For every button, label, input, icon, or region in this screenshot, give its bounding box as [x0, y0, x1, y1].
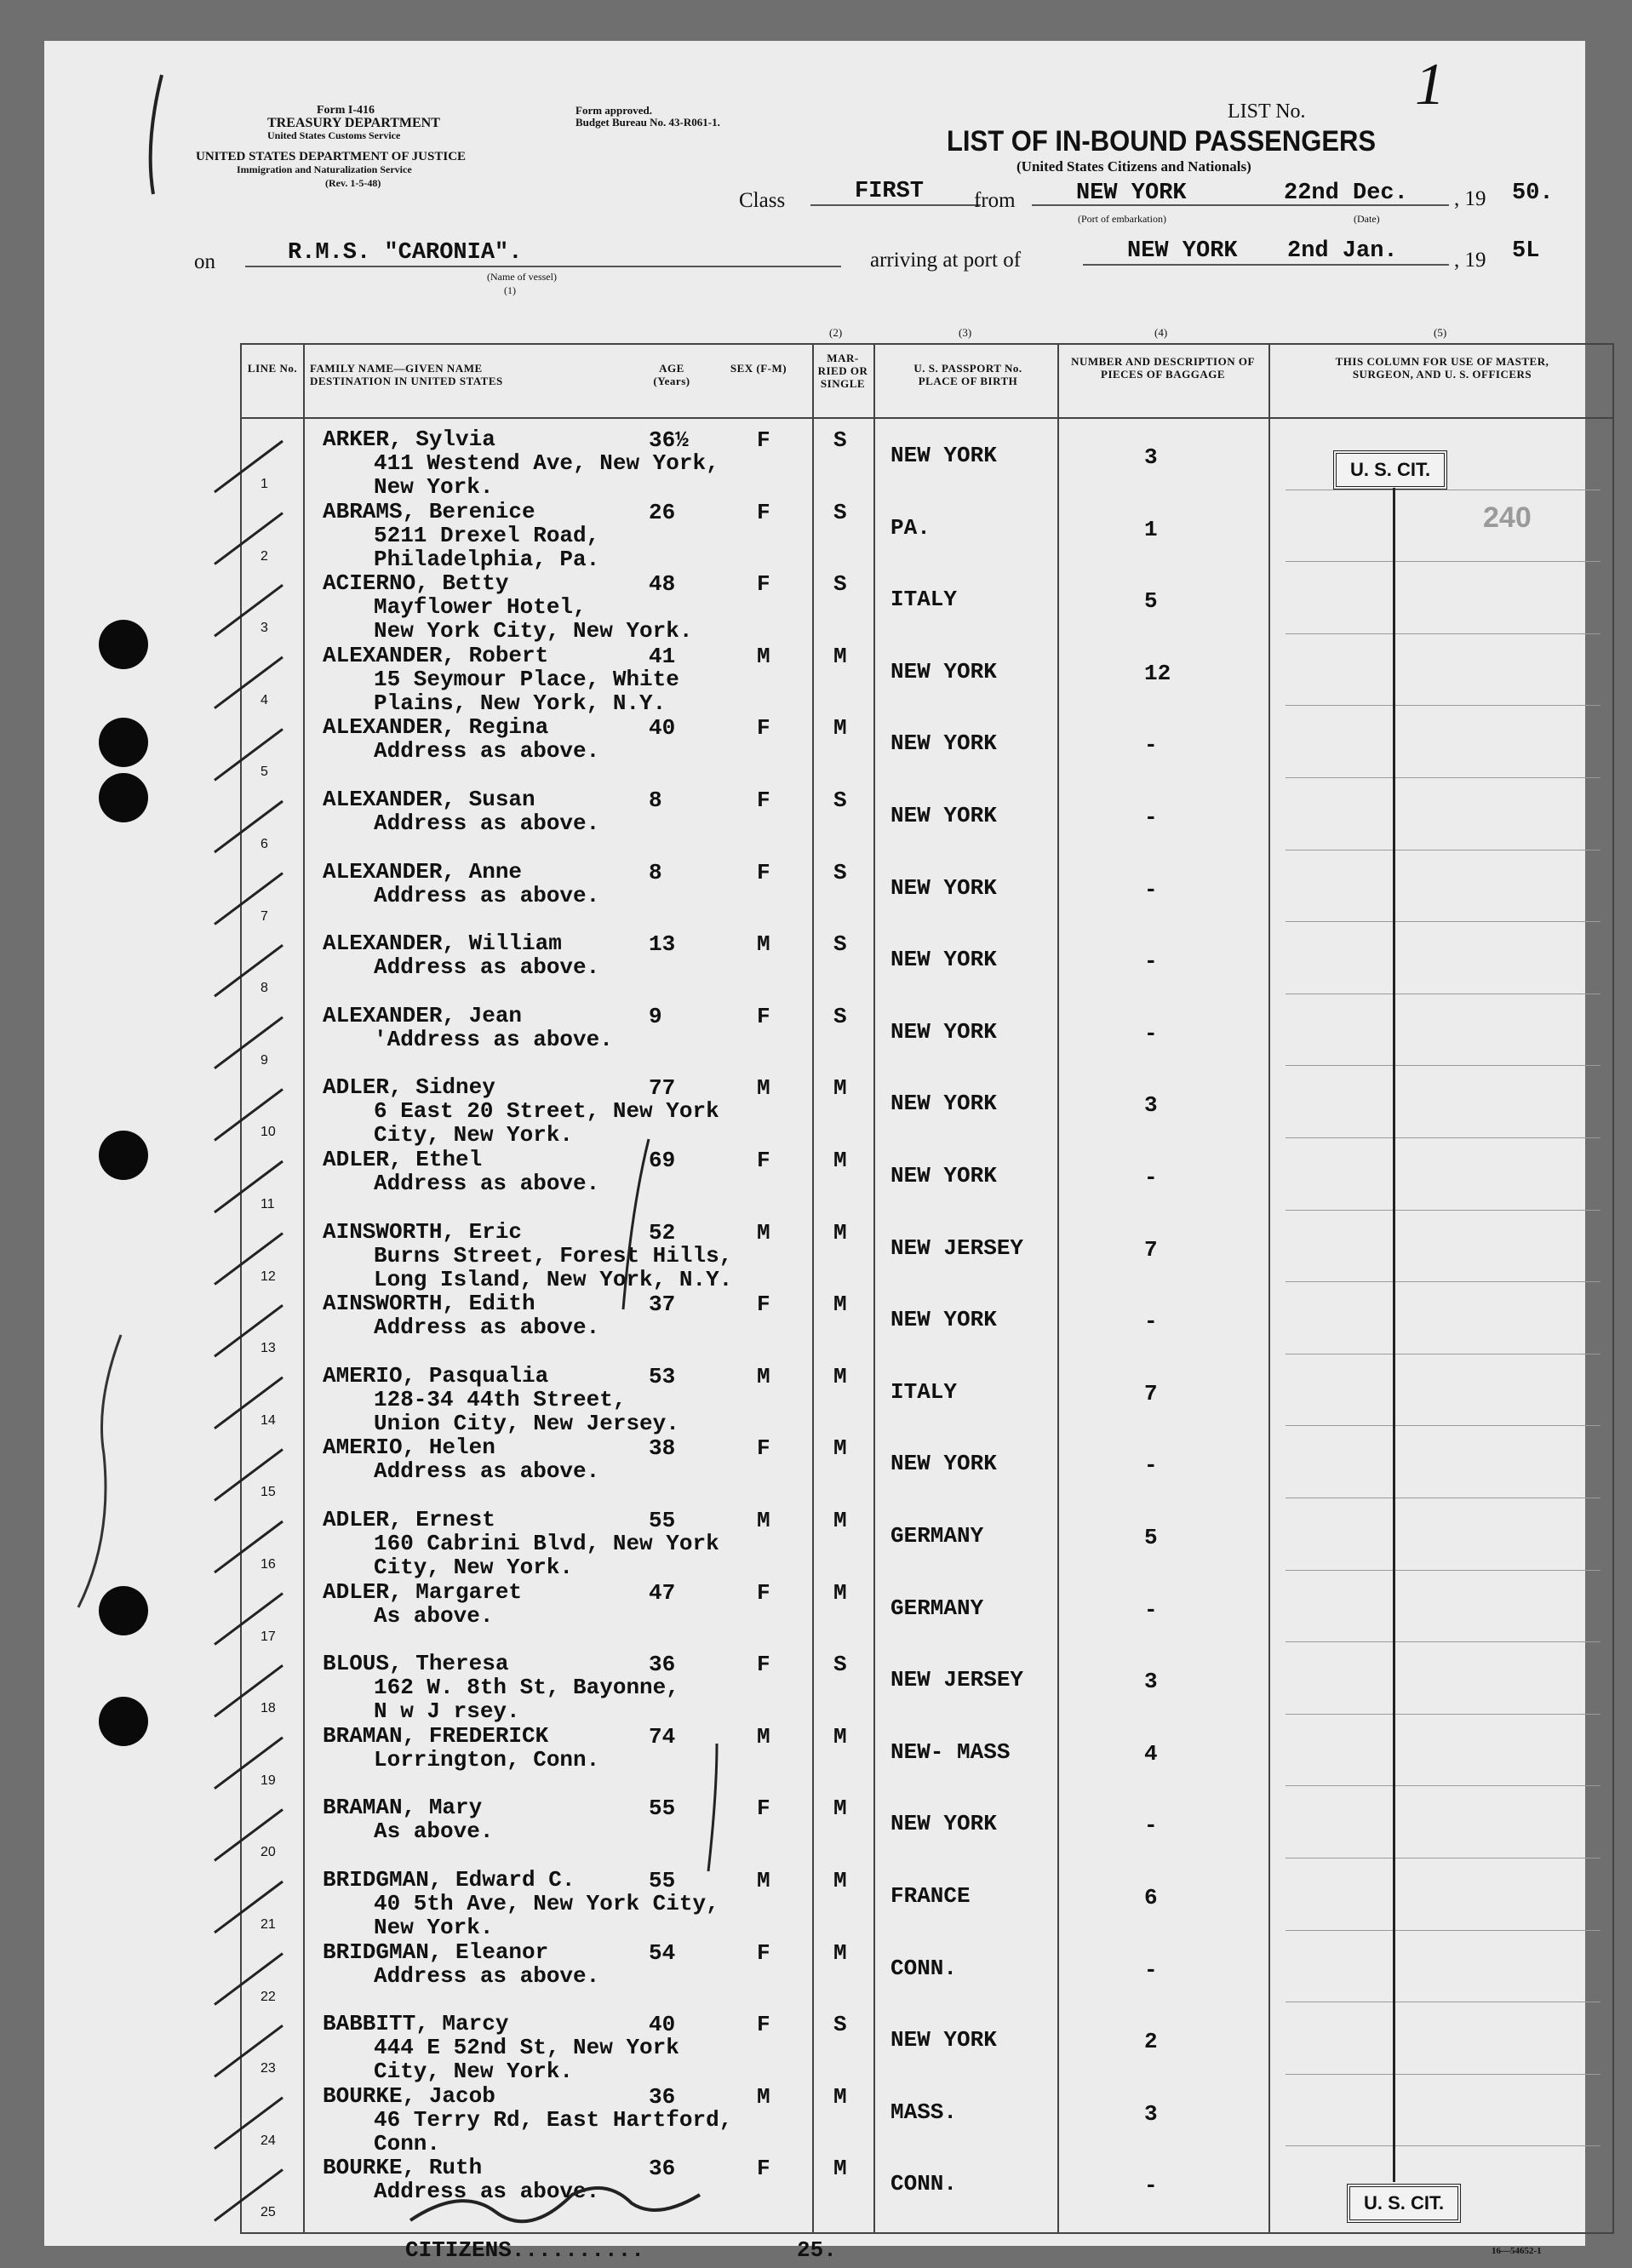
passenger-name: ALEXANDER, William [323, 931, 562, 957]
passenger-marital: M [833, 643, 847, 669]
passenger-marital: M [833, 1939, 847, 1966]
passenger-sex: F [757, 1435, 770, 1462]
passenger-marital: M [833, 1435, 847, 1462]
passenger-sex: F [757, 788, 770, 813]
passenger-name: BRIDGMAN, Eleanor [323, 1939, 549, 1965]
passenger-address: Lorrington, Conn. [374, 1746, 600, 1773]
line-number: 6 [261, 837, 268, 851]
arrival-year-prefix: , 19 [1454, 249, 1486, 272]
table-row [242, 1425, 1612, 1498]
citizens-total-count: 25. [797, 2237, 837, 2263]
passenger-marital: M [833, 715, 847, 742]
passenger-baggage: 5 [1144, 588, 1158, 615]
passenger-address: Address as above. [374, 1458, 600, 1485]
passenger-baggage: - [1144, 876, 1158, 902]
table-row [242, 2002, 1612, 2085]
punch-hole [99, 718, 148, 767]
col-num-5: (5) [1434, 326, 1447, 339]
passenger-baggage: 3 [1144, 1669, 1158, 1695]
passenger-age: 26 [649, 499, 676, 525]
passenger-age: 52 [649, 1219, 676, 1246]
passenger-sex: M [757, 1219, 770, 1246]
arrival-year: 5L [1512, 238, 1540, 264]
passenger-birthplace: ITALY [890, 1378, 958, 1405]
passenger-baggage: 5 [1144, 1525, 1158, 1550]
passenger-age: 74 [649, 1723, 676, 1750]
justice-dept: UNITED STATES DEPARTMENT OF JUSTICE [196, 150, 467, 163]
passenger-birthplace: CONN. [890, 2171, 958, 2197]
passenger-marital: M [833, 1075, 847, 1102]
passenger-sex: F [757, 859, 770, 885]
passenger-age: 36 [649, 2156, 676, 2182]
passenger-name: ALEXANDER, Anne [323, 858, 523, 885]
from-label: from [974, 189, 1016, 212]
passenger-birthplace: NEW YORK [890, 1307, 997, 1333]
col-line-no: LINE No. [247, 362, 298, 375]
passenger-marital: M [833, 1508, 847, 1533]
passenger-sex: F [757, 2012, 770, 2038]
record-scrawl [78, 1335, 121, 1607]
passenger-name: ALEXANDER, Robert [323, 642, 549, 668]
passenger-sex: M [757, 1363, 770, 1389]
col-sex: SEX (F-M) [730, 362, 787, 375]
table-row [242, 1281, 1612, 1354]
passenger-age: 36 [649, 2083, 676, 2110]
col-num-3: (3) [959, 326, 972, 339]
passenger-sex: M [757, 1723, 770, 1750]
line-number: 25 [261, 2205, 276, 2220]
line-number: 17 [261, 1629, 276, 1644]
table-row [242, 2074, 1612, 2156]
passenger-age: 54 [649, 1939, 676, 1966]
passenger-address: 444 E 52nd St, New York City, New York. [374, 2035, 679, 2085]
passenger-marital: M [833, 2083, 847, 2110]
passenger-marital: S [833, 859, 847, 885]
passenger-name: AINSWORTH, Eric [323, 1218, 523, 1245]
passenger-marital: M [833, 1723, 847, 1750]
line-number: 4 [261, 692, 268, 707]
passenger-address: 46 Terry Rd, East Hartford, Conn. [374, 2106, 733, 2156]
form-approved: Form approved. [575, 104, 653, 117]
table-row [242, 777, 1612, 850]
passenger-address: As above. [374, 1602, 494, 1629]
table-row [242, 1714, 1612, 1786]
class-value: FIRST [855, 179, 925, 204]
passenger-marital: S [833, 2012, 847, 2038]
passenger-marital: M [833, 1292, 847, 1318]
margin-number: 240 [1483, 501, 1532, 534]
passenger-baggage: - [1144, 1452, 1158, 1479]
passenger-address: 5211 Drexel Road, Philadelphia, Pa. [374, 522, 600, 572]
footer-code: 16—54652-1 [1492, 2246, 1542, 2256]
passenger-baggage: - [1144, 948, 1158, 975]
departure-date: 22nd Dec. [1284, 180, 1408, 206]
passenger-sex: M [757, 1868, 770, 1893]
line-number: 24 [261, 2133, 276, 2148]
passenger-address: As above. [374, 1818, 494, 1845]
passenger-sex: F [757, 499, 770, 525]
passenger-baggage: 3 [1144, 444, 1158, 470]
passenger-name: ADLER, Sidney [323, 1074, 495, 1101]
from-value: NEW YORK [1076, 180, 1187, 206]
col-married: MAR- RIED OR SINGLE [817, 352, 868, 390]
passenger-sex: M [757, 931, 770, 958]
line-number: 3 [261, 621, 268, 636]
punch-hole [99, 1697, 148, 1746]
passenger-birthplace: NEW YORK [890, 803, 997, 828]
pen-mark [151, 75, 162, 194]
treasury-dept: TREASURY DEPARTMENT [267, 116, 440, 130]
table-row [242, 705, 1612, 780]
table-row [242, 1210, 1612, 1292]
line-number: 16 [261, 1557, 276, 1572]
passenger-name: ALEXANDER, Jean [323, 1002, 523, 1028]
date-caption: (Date) [1354, 213, 1380, 225]
passenger-name: ALEXANDER, Susan [323, 787, 535, 812]
passenger-baggage: - [1144, 1165, 1158, 1190]
passenger-marital: M [833, 2156, 847, 2182]
passenger-marital: M [833, 1363, 847, 1389]
form-title: LIST OF IN-BOUND PASSENGERS [947, 124, 1377, 158]
passenger-age: 8 [649, 788, 662, 813]
passenger-age: 40 [649, 2012, 676, 2038]
passenger-baggage: 2 [1144, 2029, 1158, 2055]
passenger-address: Address as above. [374, 738, 600, 765]
ins-service: Immigration and Naturalization Service [237, 163, 412, 175]
passenger-birthplace: GERMANY [890, 1523, 984, 1549]
passenger-baggage: 3 [1144, 2100, 1158, 2127]
passenger-baggage: - [1144, 732, 1158, 759]
passenger-baggage: - [1144, 1813, 1158, 1839]
passenger-birthplace: NEW YORK [890, 1091, 997, 1117]
passenger-name: ABRAMS, Berenice [323, 498, 535, 524]
arriving-label: arriving at port of [870, 249, 1022, 272]
passenger-address: Address as above. [374, 2179, 600, 2205]
col-num-4: (4) [1154, 326, 1168, 339]
passenger-address: Burns Street, Forest Hills, Long Island, New York, N.Y. [374, 1242, 733, 1292]
line-number: 23 [261, 2061, 276, 2076]
table-row [242, 1858, 1612, 1940]
budget-bureau: Budget Bureau No. 43-R061-1. [575, 116, 720, 129]
passenger-birthplace: ITALY [890, 587, 958, 613]
year-prefix: , 19 [1454, 187, 1486, 210]
passenger-name: BOURKE, Ruth [323, 2155, 483, 2181]
col1-caption: (1) [504, 284, 516, 296]
passenger-baggage: - [1144, 1956, 1158, 1983]
passenger-name: AMERIO, Helen [323, 1435, 495, 1461]
form-subtitle: (United States Citizens and Nationals) [1016, 158, 1251, 175]
passenger-sex: F [757, 1796, 770, 1822]
passenger-address: Mayflower Hotel, New York City, New York. [374, 594, 693, 644]
passenger-address: 411 Westend Ave, New York, New York. [374, 450, 719, 500]
table-row [242, 633, 1612, 716]
passenger-birthplace: NEW YORK [890, 874, 997, 901]
passenger-address: Address as above. [374, 954, 600, 981]
passenger-age: 55 [649, 1868, 676, 1893]
passenger-address: Address as above. [374, 1962, 600, 1989]
passenger-sex: F [757, 1292, 770, 1318]
passenger-name: BRAMAN, FREDERICK [323, 1722, 549, 1749]
vessel-caption: (Name of vessel) [487, 271, 557, 283]
passenger-address: 162 W. 8th St, Bayonne, N w J rsey. [374, 1675, 679, 1725]
form-number: Form I-416 [317, 104, 375, 117]
passenger-name: ALEXANDER, Regina [323, 714, 549, 741]
passenger-name: BRIDGMAN, Edward C. [323, 1867, 575, 1893]
passenger-sex: F [757, 571, 770, 598]
passenger-sex: M [757, 2083, 770, 2110]
passenger-marital: M [833, 1579, 847, 1606]
passenger-address: Address as above. [374, 1314, 600, 1341]
col-age: AGE (Years) [653, 362, 690, 387]
passenger-age: 40 [649, 715, 676, 742]
passenger-baggage: 7 [1144, 1380, 1158, 1406]
passenger-baggage: - [1144, 2173, 1158, 2199]
port-embarkation-caption: (Port of embarkation) [1078, 213, 1166, 225]
line-number: 12 [261, 1269, 276, 1284]
passenger-age: 37 [649, 1292, 676, 1318]
list-no-label: LIST No. [1228, 100, 1306, 123]
passenger-age: 53 [649, 1363, 676, 1389]
passenger-baggage: - [1144, 805, 1158, 830]
passenger-sex: F [757, 1579, 770, 1606]
table-row [242, 921, 1612, 994]
passenger-name: ADLER, Ernest [323, 1507, 495, 1532]
passenger-sex: F [757, 1003, 770, 1029]
passenger-birthplace: PA. [890, 514, 931, 541]
passenger-address: Address as above. [374, 810, 600, 836]
line-number: 20 [261, 1845, 276, 1860]
passenger-birthplace: GERMANY [890, 1595, 984, 1621]
line-number: 21 [261, 1917, 276, 1932]
passenger-birthplace: CONN. [890, 1955, 958, 1981]
col-officers: THIS COLUMN FOR USE OF MASTER, SURGEON, AND U. S. OFFICERS [1335, 355, 1549, 381]
on-label: on [194, 250, 215, 273]
passenger-name: ARKER, Sylvia [323, 427, 495, 452]
revision: (Rev. 1-5-48) [325, 177, 381, 189]
table-row [242, 1570, 1612, 1642]
passenger-name: ACIERNO, Betty [323, 570, 509, 597]
col-baggage: NUMBER AND DESCRIPTION OF PIECES OF BAGGAGE [1071, 355, 1255, 381]
passenger-birthplace: NEW YORK [890, 1451, 997, 1477]
passenger-age: 55 [649, 1796, 676, 1822]
passenger-marital: S [833, 499, 847, 525]
passenger-age: 13 [649, 931, 676, 958]
passenger-birthplace: NEW YORK [890, 2027, 997, 2053]
passenger-sex: F [757, 715, 770, 742]
passenger-name: ADLER, Ethel [323, 1147, 483, 1172]
passenger-baggage: 12 [1144, 660, 1171, 686]
passenger-sex: F [757, 2156, 770, 2182]
citizen-bracket-line [1393, 488, 1395, 2182]
table-row [242, 1065, 1612, 1148]
passenger-marital: M [833, 1219, 847, 1246]
passenger-birthplace: NEW YORK [890, 443, 997, 468]
passenger-marital: M [833, 1796, 847, 1822]
passenger-age: 41 [649, 643, 676, 669]
passenger-baggage: - [1144, 1309, 1158, 1335]
passenger-baggage: 6 [1144, 1885, 1158, 1910]
punch-hole [99, 1586, 148, 1635]
passenger-age: 38 [649, 1435, 676, 1462]
passenger-age: 48 [649, 571, 676, 598]
passenger-sex: F [757, 1148, 770, 1173]
line-number: 5 [261, 765, 268, 780]
passenger-birthplace: NEW YORK [890, 658, 997, 684]
col-num-2: (2) [829, 326, 843, 339]
passenger-birthplace: NEW JERSEY [890, 1667, 1024, 1693]
passenger-birthplace: NEW YORK [890, 1018, 997, 1045]
line-number: 18 [261, 1701, 276, 1716]
passenger-marital: M [833, 1868, 847, 1893]
passenger-sex: F [757, 1652, 770, 1678]
passenger-marital: S [833, 1003, 847, 1029]
passenger-marital: S [833, 788, 847, 813]
passenger-birthplace: NEW YORK [890, 1163, 997, 1188]
arrival-port: NEW YORK [1127, 238, 1238, 264]
passenger-marital: M [833, 1148, 847, 1173]
line-number: 1 [261, 477, 268, 491]
passenger-marital: S [833, 571, 847, 598]
passenger-baggage: 7 [1144, 1236, 1158, 1263]
passenger-name: BABBITT, Marcy [323, 2011, 509, 2037]
line-number: 7 [261, 908, 268, 924]
punch-hole [99, 1131, 148, 1180]
table-row [242, 1498, 1612, 1580]
passenger-baggage: 3 [1144, 1092, 1158, 1119]
passenger-age: 55 [649, 1508, 676, 1533]
table-row [242, 1354, 1612, 1436]
passenger-age: 69 [649, 1148, 676, 1173]
passenger-birthplace: NEW YORK [890, 730, 997, 757]
line-number: 15 [261, 1485, 276, 1500]
passenger-name: AMERIO, Pasqualia [323, 1362, 549, 1389]
passenger-rows [242, 417, 1612, 2231]
passenger-sex: M [757, 643, 770, 669]
passenger-address: 'Address as above. [374, 1026, 613, 1052]
line-number: 8 [261, 981, 268, 996]
passenger-baggage: - [1144, 1020, 1158, 1046]
passenger-birthplace: MASS. [890, 2099, 958, 2125]
passenger-name: BLOUS, Theresa [323, 1651, 509, 1677]
passenger-baggage: 1 [1144, 516, 1158, 542]
col-passport: U. S. PASSPORT No. PLACE OF BIRTH [913, 362, 1022, 387]
arrival-date: 2nd Jan. [1287, 238, 1398, 264]
passenger-baggage: - [1144, 1596, 1158, 1623]
line-number: 10 [261, 1125, 276, 1140]
customs-service: United States Customs Service [267, 129, 401, 141]
line-number: 2 [261, 548, 268, 564]
passenger-marital: S [833, 931, 847, 958]
class-label: Class [739, 189, 786, 212]
manifest-page [44, 41, 1585, 2263]
passenger-sex: M [757, 1508, 770, 1533]
table-row [242, 994, 1612, 1066]
passenger-name: BOURKE, Jacob [323, 2082, 495, 2109]
passenger-address: 160 Cabrini Blvd, New York City, New York. [374, 1531, 719, 1580]
table-row [242, 1785, 1612, 1858]
passenger-address: 15 Seymour Place, White Plains, New York, N.Y. [374, 666, 679, 716]
passenger-marital: S [833, 427, 847, 453]
passenger-address: Address as above. [374, 1171, 600, 1196]
passenger-address: 40 5th Ave, New York City, New York. [374, 1891, 719, 1940]
passenger-name: ADLER, Margaret [323, 1578, 523, 1605]
passenger-age: 36½ [649, 427, 689, 453]
line-number: 22 [261, 1989, 276, 2004]
passenger-sex: M [757, 1075, 770, 1102]
passenger-age: 8 [649, 859, 662, 885]
passenger-address: 6 East 20 Street, New York City, New York. [374, 1098, 719, 1148]
vessel-name: R.M.S. "CARONIA". [288, 240, 523, 266]
passenger-age: 9 [649, 1003, 662, 1029]
passenger-marital: S [833, 1652, 847, 1678]
passenger-birthplace: NEW- MASS [890, 1738, 1011, 1765]
passenger-baggage: 4 [1144, 1740, 1158, 1767]
passenger-age: 77 [649, 1075, 676, 1102]
table-row [242, 1641, 1612, 1725]
col-name: FAMILY NAME—GIVEN NAME DESTINATION IN UNITED STATES [310, 362, 503, 387]
line-number: 13 [261, 1341, 276, 1356]
punch-hole [99, 620, 148, 669]
list-no-value: 1 [1415, 52, 1445, 117]
passenger-sex: F [757, 427, 770, 453]
passenger-address: Address as above. [374, 882, 600, 908]
table-row [242, 1137, 1612, 1210]
passenger-birthplace: NEW YORK [890, 1811, 997, 1837]
table-row [242, 561, 1612, 644]
passenger-birthplace: FRANCE [890, 1883, 971, 1909]
passenger-name: AINSWORTH, Edith [323, 1291, 535, 1317]
passenger-birthplace: NEW YORK [890, 947, 997, 973]
line-number: 19 [261, 1773, 276, 1788]
passenger-age: 47 [649, 1579, 676, 1606]
passenger-name: BRAMAN, Mary [323, 1795, 483, 1821]
passenger-age: 36 [649, 1652, 676, 1678]
passenger-birthplace: NEW JERSEY [890, 1234, 1024, 1261]
table-row [242, 850, 1612, 922]
citizens-total-label: CITIZENS.......... [405, 2237, 644, 2263]
line-number: 9 [261, 1052, 268, 1068]
us-citizen-stamp-bottom: U. S. CIT. [1347, 2184, 1461, 2223]
table-row [242, 490, 1612, 572]
line-number: 14 [261, 1412, 276, 1428]
us-citizen-stamp-top: U. S. CIT. [1333, 450, 1447, 490]
passenger-table [240, 326, 1614, 2234]
passenger-address: 128-34 44th Street, Union City, New Jersey. [374, 1386, 679, 1436]
punch-hole [99, 773, 148, 822]
line-number: 11 [261, 1197, 275, 1211]
passenger-sex: F [757, 1939, 770, 1966]
table-row [242, 1930, 1612, 2002]
departure-year: 50. [1512, 180, 1554, 206]
